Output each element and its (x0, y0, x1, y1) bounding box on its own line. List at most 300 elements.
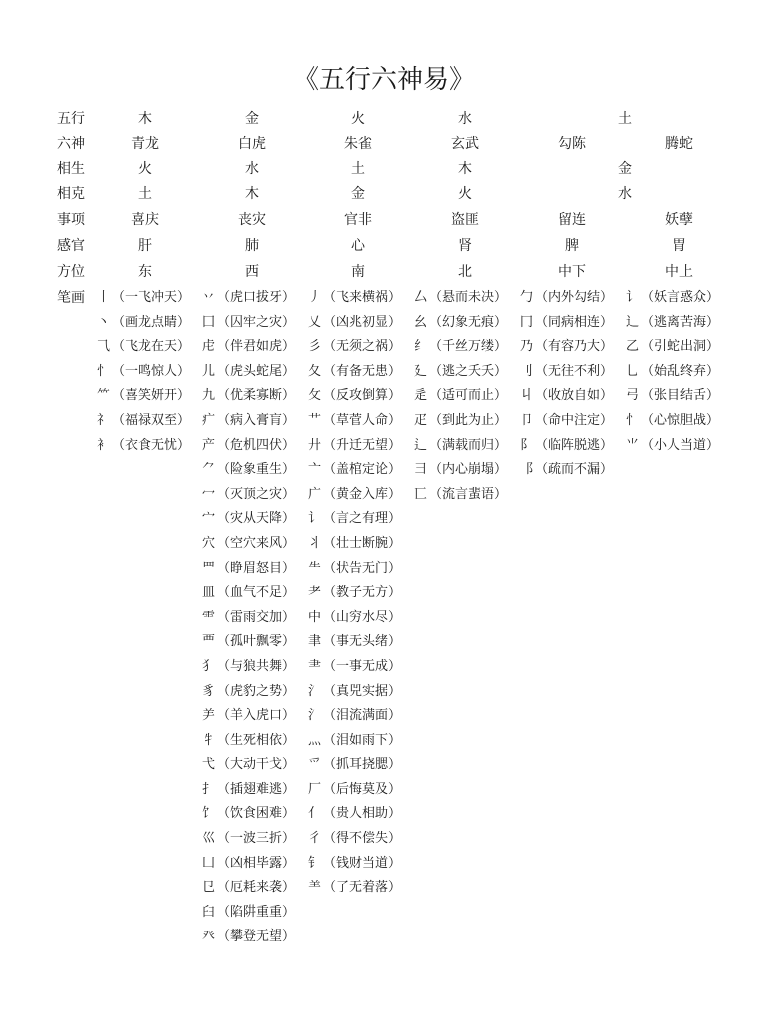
stroke-entry (518, 335, 613, 360)
stroke-meaning: （状告无门） (323, 560, 402, 576)
stroke-meaning: （攀登无望） (217, 929, 296, 945)
stroke-entry (306, 778, 401, 803)
cell-wood: 木 (138, 111, 152, 127)
stroke-meaning: （泪流满面） (323, 708, 402, 724)
stroke-glyph: 阝 (519, 437, 533, 453)
stroke-glyph: 纟 (413, 339, 427, 355)
row-label: 相生 (57, 161, 85, 177)
stroke-glyph: 丷 (201, 290, 215, 305)
stroke-meaning: （有容乃大） (535, 339, 614, 355)
cell: 金 (351, 186, 365, 202)
stroke-glyph: 衤 (96, 437, 110, 453)
stroke-glyph: 豸 (201, 683, 215, 699)
stroke-glyph: 虍 (201, 339, 215, 355)
cell: 土 (351, 161, 365, 177)
stroke-glyph: 氵 (307, 708, 321, 724)
cell: 腾蛇 (665, 136, 693, 152)
stroke-entry (412, 384, 507, 409)
stroke-glyph: 宀 (201, 511, 215, 527)
stroke-meaning: （贵人相助） (323, 806, 402, 822)
stroke-meaning: （心惊胆战） (641, 412, 720, 428)
stroke-entry (306, 655, 401, 680)
stroke-entry (306, 557, 401, 582)
stroke-entry (624, 360, 719, 385)
cell: 心 (351, 238, 365, 254)
cell: 朱雀 (344, 136, 372, 152)
cell-earth: 土 (618, 111, 632, 127)
stroke-glyph: 巛 (201, 831, 215, 847)
row-label: 六神 (57, 136, 85, 152)
stroke-glyph: 丿 (307, 290, 321, 305)
stroke-meaning: （真兕实据） (323, 683, 402, 699)
stroke-meaning: （小人当道） (641, 437, 720, 453)
stroke-glyph: 钅 (307, 855, 321, 871)
stroke-column-fire (306, 286, 401, 901)
stroke-glyph: 彡 (307, 339, 321, 355)
stroke-glyph: ⺈ (201, 462, 215, 478)
cell: 留连 (558, 212, 586, 228)
stroke-glyph: ⻗ (201, 609, 215, 625)
stroke-glyph: ⺮ (96, 388, 110, 404)
stroke-meaning: （饮食困难） (217, 806, 296, 822)
table-row-liushen (0, 132, 768, 157)
cell: 青龙 (131, 136, 159, 152)
cell: 水 (618, 186, 632, 202)
stroke-entry (306, 729, 401, 754)
stroke-entry (412, 311, 507, 336)
cell: 中上 (665, 264, 693, 280)
stroke-meaning: （有备无患） (323, 363, 402, 379)
stroke-glyph: 癶 (201, 929, 215, 945)
stroke-glyph: 忄 (625, 412, 639, 428)
table-row-wuxing (0, 107, 768, 132)
row-label: 感官 (57, 238, 85, 254)
stroke-glyph: 弋 (201, 757, 215, 773)
table-row-shixiang (0, 208, 768, 233)
stroke-entry (306, 335, 401, 360)
cell: 盗匪 (451, 212, 479, 228)
stroke-entry (95, 360, 190, 385)
stroke-entry (95, 434, 190, 459)
stroke-meaning: （一飞冲天） (112, 290, 191, 305)
stroke-meaning: （疏而不漏） (535, 462, 614, 478)
stroke-glyph: 灬 (307, 732, 321, 748)
stroke-entry (518, 286, 613, 311)
cell: 东 (138, 264, 152, 280)
stroke-entry (200, 458, 295, 483)
stroke-entry (306, 360, 401, 385)
stroke-entry (200, 655, 295, 680)
stroke-entry (200, 901, 295, 926)
stroke-meaning: （血气不足） (217, 585, 296, 601)
stroke-entry (200, 827, 295, 852)
stroke-entry (306, 532, 401, 557)
stroke-glyph: ⺻ (307, 658, 321, 674)
stroke-meaning: （福禄双至） (112, 412, 191, 428)
stroke-entry (95, 335, 190, 360)
stroke-meaning: （事无头绪） (323, 634, 402, 650)
stroke-glyph: 乃 (519, 339, 533, 355)
stroke-entry (306, 852, 401, 877)
stroke-glyph: 匸 (413, 486, 427, 502)
stroke-meaning: （囚牢之灾） (217, 314, 296, 330)
cell-metal: 金 (245, 111, 259, 127)
stroke-meaning: （优柔寡断） (217, 388, 296, 404)
cell: 妖孽 (665, 212, 693, 228)
stroke-glyph: 氵 (307, 683, 321, 699)
stroke-entry (306, 483, 401, 508)
stroke-meaning: （衣食无忧） (112, 437, 191, 453)
cell: 北 (458, 264, 472, 280)
stroke-glyph: 艹 (307, 412, 321, 428)
stroke-glyph: 辵 (413, 388, 427, 404)
stroke-entry (306, 753, 401, 778)
stroke-meaning: （厄耗来袭） (217, 880, 296, 896)
stroke-glyph: ⺹ (307, 585, 321, 601)
stroke-meaning: （命中注定） (535, 412, 614, 428)
stroke-entry (412, 286, 507, 311)
cell: 肝 (138, 238, 152, 254)
stroke-meaning: （升迁无望） (323, 437, 402, 453)
stroke-glyph: 穴 (201, 535, 215, 551)
cell: 木 (458, 161, 472, 177)
stroke-entry (200, 557, 295, 582)
stroke-meaning: （收放自如） (535, 388, 614, 404)
stroke-meaning: （大动干戈） (217, 757, 296, 773)
stroke-entry (306, 507, 401, 532)
stroke-entry (306, 680, 401, 705)
stroke-meaning: （临阵脱逃） (535, 437, 614, 453)
stroke-entry (200, 286, 295, 311)
stroke-meaning: （悬而未决） (429, 290, 508, 305)
cell: 勾陈 (558, 136, 586, 152)
stroke-glyph: 讠 (625, 290, 639, 305)
stroke-entry (200, 434, 295, 459)
stroke-entry (624, 409, 719, 434)
stroke-meaning: （虎豹之势） (217, 683, 296, 699)
stroke-meaning: （羊入虎口） (217, 708, 296, 724)
stroke-meaning: （灭顶之灾） (217, 486, 296, 502)
stroke-meaning: （教子无方） (323, 585, 402, 601)
stroke-glyph: 幺 (413, 314, 427, 330)
stroke-entry (306, 458, 401, 483)
stroke-glyph: 丩 (519, 388, 533, 404)
stroke-meaning: （无往不利） (535, 363, 614, 379)
stroke-glyph: 厂 (307, 781, 321, 797)
table-row-xiangke (0, 182, 768, 207)
stroke-meaning: （病入膏肓） (217, 412, 296, 428)
stroke-entry (200, 630, 295, 655)
stroke-meaning: （抓耳挠腮） (323, 757, 402, 773)
stroke-meaning: （飞来横祸） (323, 290, 402, 305)
row-label: 事项 (57, 212, 85, 228)
stroke-entry (95, 311, 190, 336)
stroke-entry (200, 507, 295, 532)
stroke-entry (200, 483, 295, 508)
stroke-meaning: （满载而归） (429, 437, 508, 453)
stroke-meaning: （危机四伏） (217, 437, 296, 453)
cell: 官非 (344, 212, 372, 228)
stroke-entry (200, 384, 295, 409)
stroke-entry (518, 409, 613, 434)
stroke-glyph: 勹 (519, 290, 533, 305)
stroke-entry (624, 384, 719, 409)
stroke-glyph: 乂 (307, 314, 321, 330)
stroke-meaning: （同病相连） (535, 314, 614, 330)
stroke-meaning: （适可而止） (429, 388, 508, 404)
stroke-glyph: 礻 (96, 412, 110, 428)
stroke-glyph: 扌 (201, 781, 215, 797)
stroke-entry (624, 434, 719, 459)
stroke-entry (306, 704, 401, 729)
stroke-meaning: （画龙点睛） (112, 314, 191, 330)
row-label: 方位 (57, 264, 85, 280)
cell: 金 (618, 161, 632, 177)
stroke-glyph: 夂 (307, 363, 321, 379)
cell: 水 (245, 161, 259, 177)
stroke-entry (95, 384, 190, 409)
stroke-entry (624, 311, 719, 336)
stroke-entry (306, 876, 401, 901)
stroke-glyph: 弓 (625, 388, 639, 404)
stroke-glyph: 攵 (307, 388, 321, 404)
stroke-glyph: 广 (307, 486, 321, 502)
stroke-glyph: 廾 (307, 437, 321, 453)
stroke-meaning: （伴君如虎） (217, 339, 296, 355)
stroke-meaning: （始乱终弃） (641, 363, 720, 379)
cell: 西 (245, 264, 259, 280)
stroke-entry (200, 876, 295, 901)
table-row-xiangsheng (0, 157, 768, 182)
stroke-meaning: （张目结舌） (641, 388, 720, 404)
stroke-glyph: 亻 (307, 806, 321, 822)
stroke-entry (306, 827, 401, 852)
stroke-column-earth-high (624, 286, 719, 458)
stroke-entry (306, 802, 401, 827)
stroke-meaning: （一事无成） (323, 658, 402, 674)
strokes-label: 笔画 (57, 290, 85, 306)
stroke-entry (306, 409, 401, 434)
stroke-glyph: 丶 (96, 314, 110, 330)
stroke-meaning: （内外勾结） (535, 290, 614, 305)
stroke-column-water (412, 286, 507, 507)
stroke-entry (200, 606, 295, 631)
stroke-column-wood (95, 286, 190, 458)
stroke-glyph: 㔾 (201, 880, 215, 896)
stroke-glyph: 牜 (201, 732, 215, 748)
stroke-entry (412, 360, 507, 385)
stroke-entry (412, 483, 507, 508)
stroke-glyph: 覀 (201, 634, 215, 650)
stroke-glyph: 讠 (307, 511, 321, 527)
stroke-glyph: ⻍ (413, 437, 427, 453)
stroke-entry (200, 802, 295, 827)
stroke-meaning: （睁眉怒目） (217, 560, 296, 576)
stroke-meaning: （灾从天降） (217, 511, 296, 527)
stroke-entry (200, 778, 295, 803)
stroke-entry (200, 409, 295, 434)
stroke-entry (200, 680, 295, 705)
stroke-glyph: 儿 (201, 363, 215, 379)
stroke-glyph: 丬 (307, 535, 321, 551)
stroke-entry (624, 335, 719, 360)
stroke-entry (518, 458, 613, 483)
stroke-entry (306, 434, 401, 459)
document-title: 《五行六神易》 (292, 65, 475, 95)
stroke-meaning: （虎头蛇尾） (217, 363, 296, 379)
stroke-glyph: 饣 (201, 806, 215, 822)
stroke-glyph: 刂 (519, 363, 533, 379)
stroke-glyph: ⺷ (307, 880, 321, 896)
stroke-glyph: 亠 (307, 462, 321, 478)
stroke-meaning: （与狼共舞） (217, 658, 296, 674)
stroke-meaning: （雷雨交加） (217, 609, 296, 625)
cell: 土 (138, 186, 152, 202)
stroke-glyph: 卩 (519, 412, 533, 428)
stroke-meaning: （插翅难逃） (217, 781, 296, 797)
stroke-meaning: （逃离苦海） (641, 314, 720, 330)
stroke-entry (95, 409, 190, 434)
stroke-meaning: （山穷水尽） (323, 609, 402, 625)
stroke-meaning: （妖言惑众） (641, 290, 720, 305)
stroke-meaning: （千丝万缕） (429, 339, 508, 355)
stroke-meaning: （无须之祸） (323, 339, 402, 355)
stroke-meaning: （草菅人命） (323, 412, 402, 428)
cell: 脾 (565, 238, 579, 254)
stroke-entry (200, 532, 295, 557)
stroke-meaning: （得不偿失） (323, 831, 402, 847)
stroke-glyph: 九 (201, 388, 215, 404)
stroke-meaning: （到此为止） (429, 412, 508, 428)
stroke-glyph: 凵 (201, 855, 215, 871)
stroke-entry (624, 286, 719, 311)
stroke-glyph: 囗 (201, 314, 215, 330)
stroke-meaning: （后悔莫及） (323, 781, 402, 797)
stroke-glyph: 彳 (307, 831, 321, 847)
stroke-column-earth-low (518, 286, 613, 483)
stroke-glyph: 丨 (96, 290, 110, 305)
stroke-entry (200, 925, 295, 950)
stroke-entry (518, 311, 613, 336)
stroke-entry (95, 286, 190, 311)
cell: 火 (138, 161, 152, 177)
stroke-meaning: （幻象无痕） (429, 314, 508, 330)
cell-fire: 火 (351, 111, 365, 127)
stroke-glyph: 中 (307, 609, 321, 625)
stroke-meaning: （盖棺定论） (323, 462, 402, 478)
stroke-meaning: （虎口拔牙） (217, 290, 296, 305)
stroke-meaning: （逃之夭夭） (429, 363, 508, 379)
stroke-glyph: 疒 (201, 412, 215, 428)
stroke-meaning: （喜笑妍开） (112, 388, 191, 404)
stroke-glyph: 忄 (96, 363, 110, 379)
stroke-meaning: （飞龙在天） (112, 339, 191, 355)
stroke-entry (412, 335, 507, 360)
stroke-glyph: 冖 (201, 486, 215, 502)
cell: 白虎 (238, 136, 266, 152)
cell: 喜庆 (131, 212, 159, 228)
stroke-meaning: （空穴来风） (217, 535, 296, 551)
stroke-glyph: 产 (201, 437, 215, 453)
stroke-entry (200, 311, 295, 336)
stroke-glyph: 厶 (413, 290, 427, 305)
cell: 玄武 (451, 136, 479, 152)
stroke-meaning: （险象重生） (217, 462, 296, 478)
stroke-entry (306, 311, 401, 336)
stroke-glyph: 乙 (625, 339, 639, 355)
stroke-meaning: （一波三折） (217, 831, 296, 847)
stroke-entry (306, 581, 401, 606)
stroke-glyph: ⻏ (519, 462, 533, 478)
stroke-meaning: （生死相依） (217, 732, 296, 748)
stroke-entry (412, 434, 507, 459)
row-label: 五行 (57, 111, 85, 127)
stroke-entry (306, 606, 401, 631)
stroke-meaning: （言之有理） (323, 511, 402, 527)
stroke-meaning: （黄金入库） (323, 486, 402, 502)
cell: 中下 (558, 264, 586, 280)
stroke-meaning: （陷阱重重） (217, 904, 296, 920)
stroke-meaning: （孤叶飘零） (217, 634, 296, 650)
stroke-entry (200, 704, 295, 729)
stroke-meaning: （引蛇出洞） (641, 339, 720, 355)
stroke-entry (200, 581, 295, 606)
stroke-meaning: （内心崩塌） (429, 462, 508, 478)
stroke-glyph: 罒 (201, 560, 215, 576)
stroke-glyph: ⺧ (307, 560, 321, 576)
stroke-entry (306, 384, 401, 409)
stroke-meaning: （了无着落） (323, 880, 402, 896)
stroke-entry (200, 360, 295, 385)
cell: 肾 (458, 238, 472, 254)
stroke-meaning: （一鸣惊人） (112, 363, 191, 379)
stroke-entry (412, 409, 507, 434)
stroke-meaning: （凶兆初显） (323, 314, 402, 330)
stroke-meaning: （反攻倒算） (323, 388, 402, 404)
cell: 火 (458, 186, 472, 202)
table-row-fangwei (0, 260, 768, 285)
stroke-meaning: （流言蜚语） (429, 486, 508, 502)
stroke-entry (412, 458, 507, 483)
stroke-entry (518, 360, 613, 385)
stroke-glyph: ⺄ (96, 339, 110, 355)
stroke-glyph: 犭 (201, 658, 215, 674)
stroke-glyph: 皿 (201, 585, 215, 601)
stroke-glyph: ⺌ (625, 437, 639, 453)
stroke-entry (518, 384, 613, 409)
cell: 丧灾 (238, 212, 266, 228)
stroke-glyph: 乚 (625, 363, 639, 379)
cell: 木 (245, 186, 259, 202)
stroke-meaning: （壮士断腕） (323, 535, 402, 551)
stroke-entry (200, 335, 295, 360)
row-label: 相克 (57, 186, 85, 202)
cell-water: 水 (458, 111, 472, 127)
stroke-glyph: 辶 (625, 314, 639, 330)
stroke-column-metal (200, 286, 295, 950)
stroke-glyph: 彐 (413, 462, 427, 478)
stroke-entry (306, 286, 401, 311)
cell: 肺 (245, 238, 259, 254)
cell: 南 (351, 264, 365, 280)
stroke-glyph: 聿 (307, 634, 321, 650)
table-row-ganguan (0, 234, 768, 259)
cell: 胃 (672, 238, 686, 254)
stroke-glyph: 疋 (413, 412, 427, 428)
stroke-glyph: ⺶ (201, 708, 215, 724)
stroke-glyph: 臼 (201, 904, 215, 920)
stroke-entry (200, 753, 295, 778)
